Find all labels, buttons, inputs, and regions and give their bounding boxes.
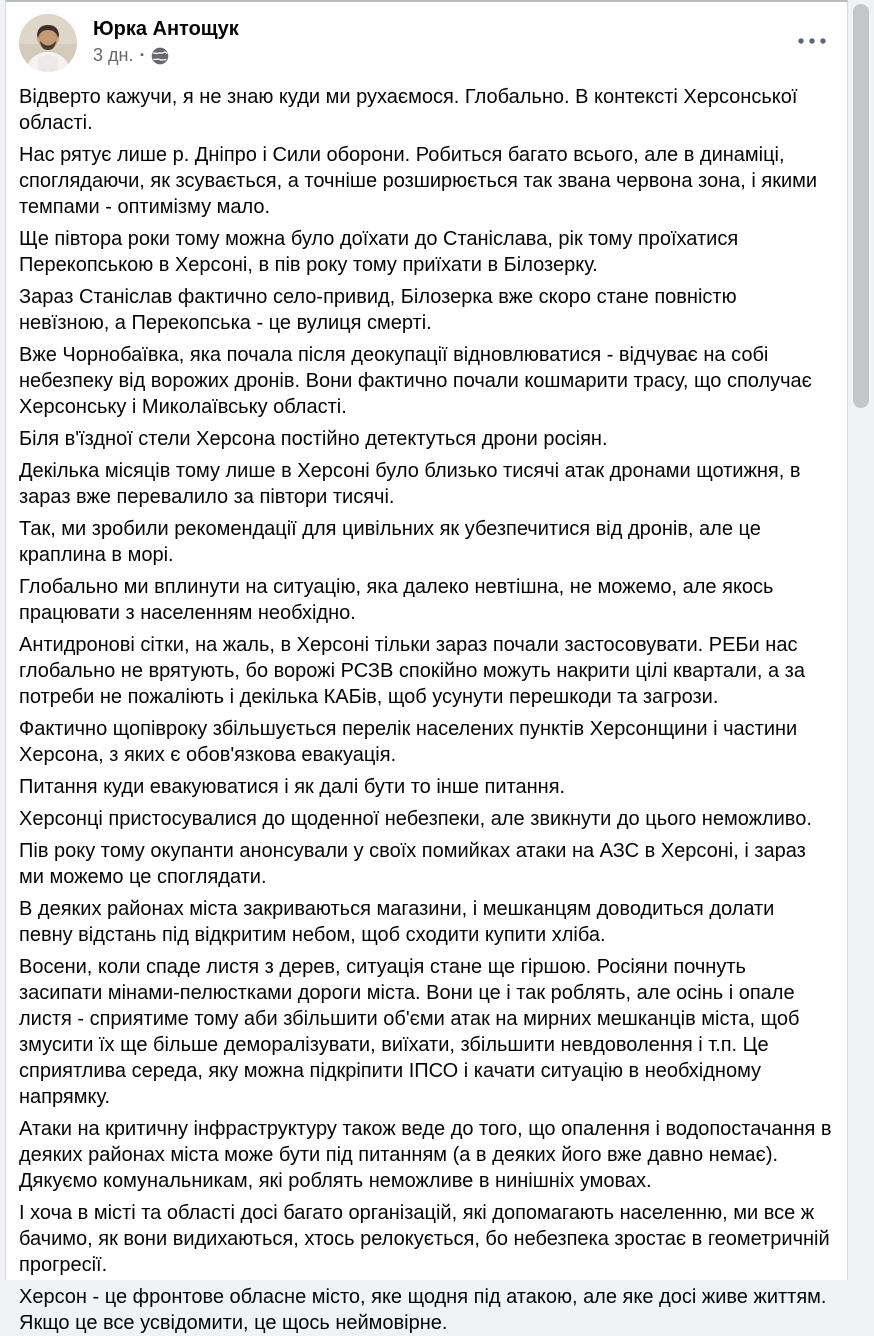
header-text bbox=[93, 14, 239, 67]
post-header bbox=[6, 2, 847, 72]
post-paragraph: Херсонці пристосувалися до щоденної небезпеки, але звикнути до цього неможливо. bbox=[19, 808, 812, 830]
post-paragraph: Зараз Станіслав фактично село-привид, Білозерка вже скоро стане повністю невїзною, а Перекопська - це вулиця смерті. bbox=[19, 286, 737, 334]
avatar[interactable] bbox=[19, 14, 77, 72]
post-paragraph: Так, ми зробили рекомендації для цивільних як убезпечитися від дронів, але це краплина в морі. bbox=[19, 518, 761, 566]
author-name[interactable]: Юрка Антощук bbox=[93, 18, 239, 40]
post-body bbox=[6, 72, 847, 1336]
post-paragraph: Херсон - це фронтове обласне місто, яке щодня під атакою, але яке досі живе життям. Якщо це все усвідомити, це щось неймовірне. bbox=[19, 1286, 827, 1334]
post-paragraph: І хоча в місті та області досі багато організацій, які допомагають населенню, ми все ж бачимо, як вони видихаються, хтось релокується, бо небезпека зростає в геометричній прогресії. bbox=[19, 1202, 830, 1276]
ellipsis-menu-icon bbox=[797, 36, 827, 46]
post-paragraph: Питання куди евакуюватися і як далі бути то інше питання. bbox=[19, 776, 566, 798]
post-paragraph: Фактично щопівроку збільшується перелік населених пунктів Херсонщини і частини Херсона, з яких є обов'язкова евакуація. bbox=[19, 718, 798, 766]
post-paragraph: Глобально ми вплинути на ситуацію, яка далеко невтішна, не можемо, але якось працювати з населенням необхідно. bbox=[19, 576, 774, 624]
post-card bbox=[5, 0, 848, 1334]
post-paragraph: Відверто кажучи, я не знаю куди ми рухаємося. Глобально. В контексті Херсонської області. bbox=[19, 86, 798, 134]
meta-separator: · bbox=[139, 45, 146, 65]
post-paragraph: В деяких районах міста закриваються магазини, і мешканцям доводиться долати певну відстань під відкритим небом, щоб сходити купити хліба. bbox=[19, 898, 775, 946]
post-paragraph: Вже Чорнобаївка, яка почала після деокупації відновлюватися - відчуває на собі небезпеку від ворожих дронів. Вони фактично почали кошмарити трасу, що сполучає Херсонську і Миколаївську області. bbox=[19, 344, 812, 418]
post-menu-button[interactable] bbox=[791, 30, 833, 52]
post-paragraph: Атаки на критичну інфраструктуру також веде до того, що опалення і водопостачання в деяких районах міста може бути під питанням (а в деяких його вже давно немає). Дякуємо комунальникам, які роблять неможливе в нинішніх умовах. bbox=[19, 1118, 832, 1192]
globe-icon bbox=[151, 47, 169, 65]
post-paragraph: Декілька місяців тому лише в Херсоні було близько тисячі атак дронами щотижня, в зараз вже перевалило за півтори тисячі. bbox=[19, 460, 801, 508]
post-meta bbox=[93, 44, 239, 67]
scrollbar-thumb[interactable] bbox=[853, 4, 869, 408]
post-paragraph: Антидронові сітки, на жаль, в Херсоні тільки зараз почали застосовувати. РЕБи нас глобально не врятують, бо ворожі РСЗВ спокійно можуть накрити цілі квартали, а за потреби не пожаліють і декілька КАБів, щоб усунути перешкоди та загрози. bbox=[19, 634, 805, 708]
post-paragraph: Нас рятує лише р. Дніпро і Сили оборони. Робиться багато всього, але в динаміці, споглядаючи, як зсувається, а точніше розширюється так звана червона зона, і якими темпами - оптимізму мало. bbox=[19, 144, 818, 218]
post-paragraph: Біля в'їздної стели Херсона постійно детектуться дрони росіян. bbox=[19, 428, 608, 450]
post-paragraph: Пів року тому окупанти анонсували у своїх помийках атаки на АЗС в Херсоні, і зараз ми можемо це споглядати. bbox=[19, 840, 806, 888]
profile-photo bbox=[19, 14, 77, 72]
post-paragraph: Ще півтора роки тому можна було доїхати до Станіслава, рік тому проїхатися Перекопською в Херсоні, в пів року тому приїхати в Білозерку. bbox=[19, 228, 739, 276]
post-timestamp[interactable]: 3 дн. bbox=[93, 45, 134, 65]
post-paragraph: Восени, коли спаде листя з дерев, ситуація стане ще гіршою. Росіяни почнуть засипати мінами-пелюстками дороги міста. Вони це і так роблять, але осінь і опале листя - сприятиме тому аби збільшити об'єми атак на мирних мешканців міста, щоб змусити їх ще більше деморалізувати, виїхати, збільшити невдоволення і т.п. Це сприятлива середа, яку можна підкріпити ІПСО і качати ситуацію в необхідному напрямку. bbox=[19, 956, 800, 1108]
